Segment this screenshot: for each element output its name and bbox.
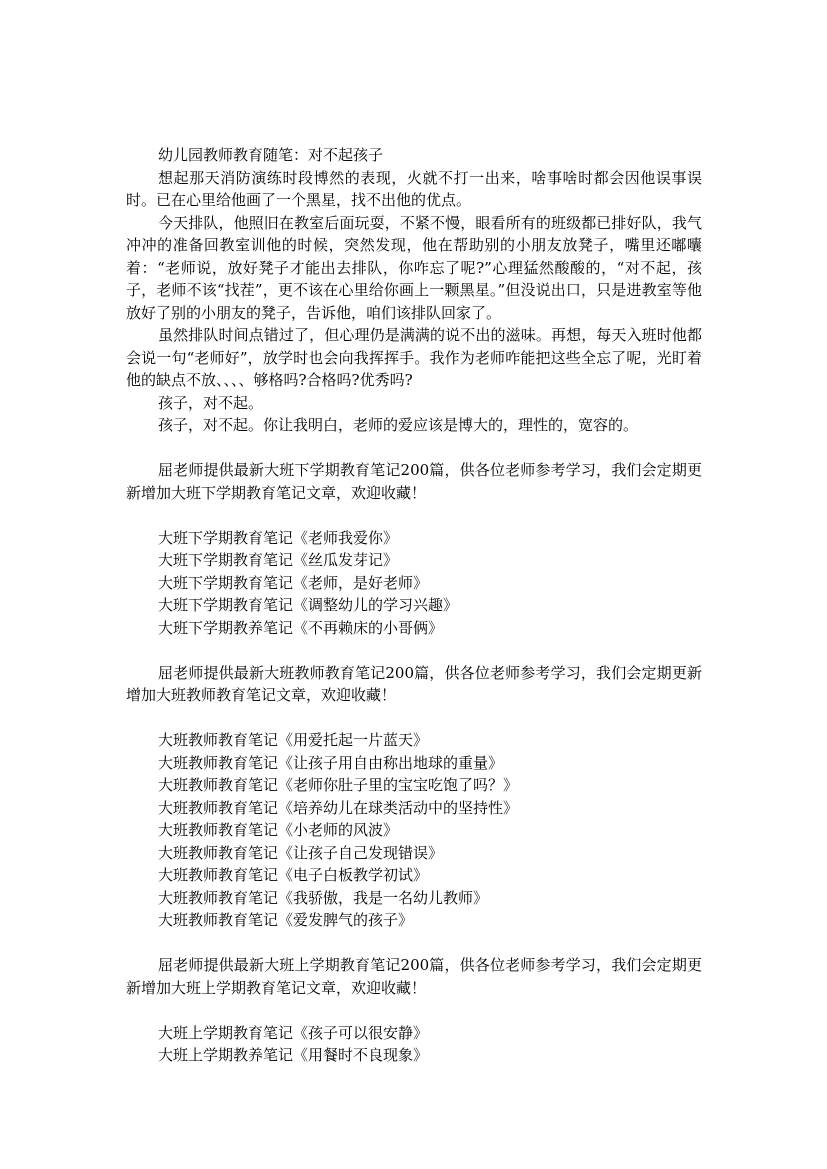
article-link[interactable]: 大班教师教育笔记《爱发脾气的孩子》 [158,911,414,929]
article-title: 幼儿园教师教育随笔：对不起孩子 [158,146,384,164]
article-link[interactable]: 大班教师教育笔记《用爱托起一片蓝天》 [158,731,429,749]
spacer [126,437,702,460]
spacer [126,707,702,730]
section-intro: 屈老师提供最新大班下学期教育笔记200篇，供各位老师参考学习，我们会定期更新增加大班下学期教育笔记文章，欢迎收藏！ [126,461,702,502]
article-link[interactable]: 大班下学期教育笔记《调整幼儿的学习兴趣》 [158,596,459,614]
spacer [126,999,702,1022]
link-list [126,729,702,932]
article-link[interactable]: 大班上学期教养笔记《用餐时不良现象》 [158,1046,429,1064]
article-link[interactable]: 大班教师教育笔记《小老师的风波》 [158,821,399,839]
article-link[interactable]: 大班教师教育笔记《电子白板教学初试》 [158,866,429,884]
article-paragraph: 虽然排队时间点错过了，但心理仍是满满的说不出的滋味。再想，每天入班时他都会说一句“老师好”，放学时也会向我挥挥手。我作为老师咋能把这些全忘了呢，光盯着他的缺点不放、、、、够格吗?合格吗?优秀吗? [126,326,702,389]
article-paragraph: 孩子，对不起。 [158,393,264,412]
article-paragraph: 想起那天消防演练时段博然的表现，火就不打一出来，啥事啥时都会因他误事误时。已在心里给他画了一个黑星，找不出他的优点。 [126,168,702,209]
article-link[interactable]: 大班教师教育笔记《让孩子用自由称出地球的重量》 [158,753,504,772]
article-link[interactable]: 大班教师教育笔记《让孩子自己发现错误》 [158,843,444,862]
article-link[interactable]: 大班下学期教育笔记《老师我爱你》 [158,528,399,547]
article-link[interactable]: 大班教师教育笔记《培养幼儿在球类活动中的坚持性》 [158,798,519,817]
article-paragraph: 今天排队，他照旧在教室后面玩耍，不紧不慢，眼看所有的班级都已排好队，我气冲冲的准备回教室训他的时候，突然发现，他在帮助别的小朋友放凳子，嘴里还嘟囔着：“老师说，放好凳子才能出去排队，你咋忘了呢?”心理猛然酸酸的，“对不起，孩子，老师不该“找茬”，更不该在心里给你画上一颗黑星。”但没说出口，只是进教室等他放好了别的小朋友的凳子，告诉他，咱们该排队回家了。 [126,213,702,322]
document-body [126,144,702,1067]
section-intro: 屈老师提供最新大班教师教育笔记200篇，供各位老师参考学习，我们会定期更新增加大班教师教育笔记文章，欢迎收藏！ [126,663,702,704]
link-list [126,527,702,640]
article-link[interactable]: 大班下学期教育笔记《老师，是好老师》 [158,573,429,592]
article-link[interactable]: 大班下学期教育笔记《丝瓜发芽记》 [158,551,399,569]
section-intro: 屈老师提供最新大班上学期教育笔记200篇，供各位老师参考学习，我们会定期更新增加大班上学期教育笔记文章，欢迎收藏！ [126,956,702,997]
spacer [126,639,702,662]
article-link[interactable]: 大班教师教育笔记《老师你肚子里的宝宝吃饱了吗？》 [158,776,519,794]
spacer [126,504,702,527]
article-paragraph: 孩子，对不起。你让我明白，老师的爱应该是博大的，理性的，宽容的。 [158,416,639,434]
article-link[interactable]: 大班教师教育笔记《我骄傲，我是一名幼儿教师》 [158,888,489,907]
spacer [126,932,702,955]
link-list [126,1022,702,1067]
article-link[interactable]: 大班上学期教育笔记《孩子可以很安静》 [158,1023,429,1042]
article-link[interactable]: 大班下学期教养笔记《不再赖床的小哥俩》 [158,618,444,637]
